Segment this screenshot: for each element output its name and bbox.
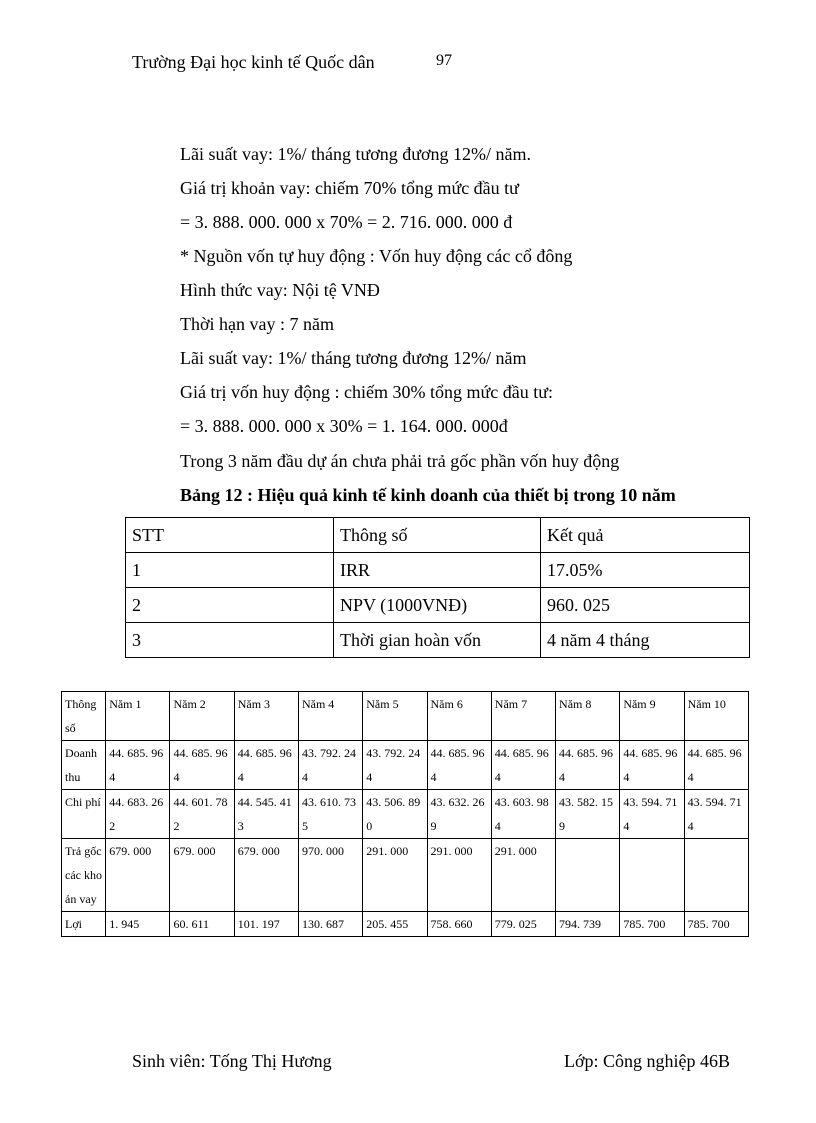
table-cell: 291. 000 (491, 839, 555, 912)
table-cell: 785. 700 (620, 912, 684, 937)
paragraph-line: Trong 3 năm đầu dự án chưa phải trả gốc phần vốn huy động (180, 451, 620, 471)
table-cell: 44. 685. 964 (491, 741, 555, 790)
table-header-cell: Kết quả (541, 518, 750, 553)
table-header-cell: Năm 2 (170, 692, 234, 741)
table-header-row (62, 692, 749, 741)
table-header-cell: Năm 3 (234, 692, 298, 741)
paragraph-line: Thời hạn vay : 7 năm (180, 314, 334, 334)
table-row-label: Chi phí (62, 790, 106, 839)
table-cell: 43. 506. 890 (363, 790, 427, 839)
table-row-label: Trả gốc các khoản vay (62, 839, 106, 912)
footer-class: Lớp: Công nghiệp 46B (564, 1051, 731, 1071)
table-cell (620, 839, 684, 912)
table-cell: NPV (1000VNĐ) (334, 588, 541, 623)
page-number: 97 (436, 52, 452, 69)
table-cell: 44. 685. 964 (620, 741, 684, 790)
table-cell: 44. 685. 964 (684, 741, 748, 790)
table-cell: 291. 000 (427, 839, 491, 912)
table-cell (556, 839, 620, 912)
table-cell: 43. 792. 244 (363, 741, 427, 790)
table-cell: 60. 611 (170, 912, 234, 937)
table-header-cell: Năm 10 (684, 692, 748, 741)
table-cell: 44. 601. 782 (170, 790, 234, 839)
table-cell: 44. 683. 262 (106, 790, 170, 839)
table-cell: 43. 792. 244 (298, 741, 362, 790)
table-row (126, 623, 750, 658)
table-cell: 130. 687 (298, 912, 362, 937)
table-cell: 785. 700 (684, 912, 748, 937)
table-cell: 43. 632. 269 (427, 790, 491, 839)
table-cell: 17.05% (541, 553, 750, 588)
table-cell: 3 (126, 623, 334, 658)
table-cell: 43. 594. 714 (684, 790, 748, 839)
table-header-cell: Năm 1 (106, 692, 170, 741)
table-header-row (126, 518, 750, 553)
header-school-name: Trường Đại học kinh tế Quốc dân (132, 52, 375, 72)
table-row (126, 588, 750, 623)
table-row (62, 790, 749, 839)
table-cell: 758. 660 (427, 912, 491, 937)
table-header-cell: Năm 6 (427, 692, 491, 741)
paragraph-line: = 3. 888. 000. 000 x 30% = 1. 164. 000. 000đ (180, 416, 508, 436)
table-cell: 794. 739 (556, 912, 620, 937)
table-cell: IRR (334, 553, 541, 588)
paragraph-line: Giá trị khoản vay: chiếm 70% tổng mức đầu tư (180, 178, 519, 198)
table-cell: 44. 685. 964 (234, 741, 298, 790)
table-cell: 43. 582. 159 (556, 790, 620, 839)
table-header-cell: Năm 8 (556, 692, 620, 741)
table-cell: 679. 000 (234, 839, 298, 912)
yearly-table (61, 691, 749, 937)
table-cell: 44. 545. 413 (234, 790, 298, 839)
table-cell: 44. 685. 964 (427, 741, 491, 790)
paragraph-line: Lãi suất vay: 1%/ tháng tương đương 12%/ năm (180, 348, 527, 368)
table-row (126, 553, 750, 588)
table-cell: 43. 610. 735 (298, 790, 362, 839)
table-cell: 43. 603. 984 (491, 790, 555, 839)
table-cell: 43. 594. 714 (620, 790, 684, 839)
table-cell: 205. 455 (363, 912, 427, 937)
table-cell: 101. 197 (234, 912, 298, 937)
table-cell: 2 (126, 588, 334, 623)
table-cell: 1. 945 (106, 912, 170, 937)
table-row (62, 839, 749, 912)
table-cell (684, 839, 748, 912)
table-cell: 970. 000 (298, 839, 362, 912)
table-row (62, 741, 749, 790)
table-cell: 779. 025 (491, 912, 555, 937)
table-header-cell: Năm 9 (620, 692, 684, 741)
table-header-cell: Năm 7 (491, 692, 555, 741)
table-row (62, 912, 749, 937)
table-header-cell: STT (126, 518, 334, 553)
footer-student: Sinh viên: Tống Thị Hương (132, 1051, 332, 1071)
table-cell: 1 (126, 553, 334, 588)
table-cell: 291. 000 (363, 839, 427, 912)
table-header-cell: Thông số (62, 692, 106, 741)
table-cell: 44. 685. 964 (556, 741, 620, 790)
paragraph-line: * Nguồn vốn tự huy động : Vốn huy động các cổ đông (180, 246, 573, 266)
paragraph-line: Giá trị vốn huy động : chiếm 30% tổng mức đầu tư: (180, 382, 553, 402)
table-cell: 4 năm 4 tháng (541, 623, 750, 658)
table-cell: 679. 000 (106, 839, 170, 912)
summary-table (125, 517, 750, 658)
table-cell: 44. 685. 964 (106, 741, 170, 790)
table-header-cell: Năm 5 (363, 692, 427, 741)
table-row-label: Doanh thu (62, 741, 106, 790)
paragraph-line: = 3. 888. 000. 000 x 70% = 2. 716. 000. 000 đ (180, 212, 513, 232)
table-cell: Thời gian hoàn vốn (334, 623, 541, 658)
table-caption: Bảng 12 : Hiệu quả kinh tế kinh doanh của thiết bị trong 10 năm (180, 485, 676, 505)
table-header-cell: Năm 4 (298, 692, 362, 741)
table-row-label: Lợi (62, 912, 106, 937)
table-cell: 960. 025 (541, 588, 750, 623)
paragraph-line: Lãi suất vay: 1%/ tháng tương đương 12%/ năm. (180, 144, 531, 164)
table-cell: 679. 000 (170, 839, 234, 912)
paragraph-line: Hình thức vay: Nội tệ VNĐ (180, 280, 380, 300)
table-header-cell: Thông số (334, 518, 541, 553)
table-cell: 44. 685. 964 (170, 741, 234, 790)
